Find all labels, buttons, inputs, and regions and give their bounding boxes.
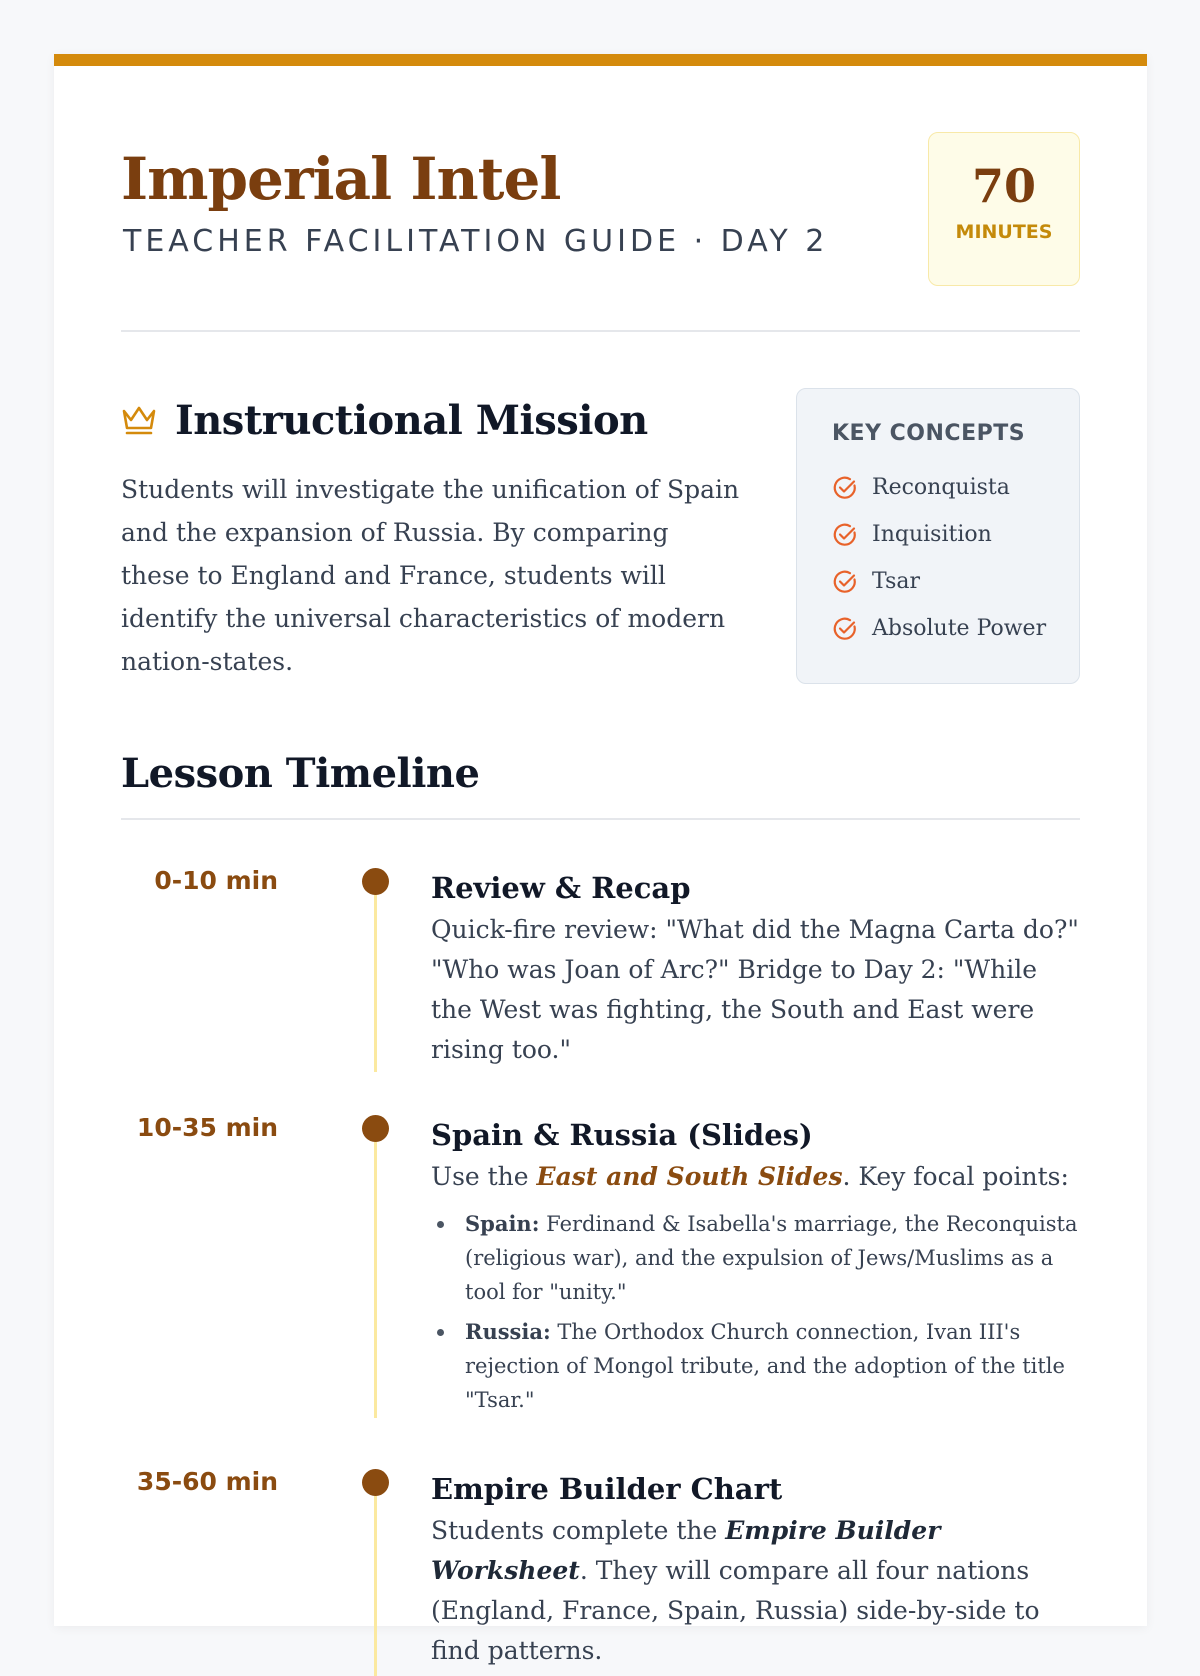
timeline-time: 10-35 min	[136, 1113, 278, 1142]
text-segment: . Key focal points:	[842, 1162, 1069, 1191]
concept-label: Inquisition	[872, 522, 992, 547]
text-segment: Use the	[431, 1162, 537, 1191]
timeline-connector	[374, 1122, 377, 1418]
timeline-heading: Review & Recap	[431, 871, 691, 905]
mission-title: Instructional Mission	[175, 396, 648, 444]
focal-points-list	[431, 1207, 1080, 1417]
concept-label: Reconquista	[872, 475, 1010, 500]
timeline-time: 0-10 min	[154, 866, 278, 895]
mission-heading	[121, 392, 741, 448]
timeline-content	[431, 864, 1080, 1070]
timeline-connector	[374, 1476, 377, 1676]
timeline-title: Lesson Timeline	[121, 750, 480, 797]
duration-label: MINUTES	[955, 221, 1053, 243]
timeline-content	[431, 1465, 1080, 1671]
list-item	[832, 511, 1079, 558]
list-item	[832, 464, 1079, 511]
bullet-label: Spain:	[465, 1211, 540, 1236]
timeline-text	[431, 1157, 1080, 1197]
concept-label: Absolute Power	[872, 616, 1047, 641]
timeline-time: 35-60 min	[136, 1467, 278, 1496]
header	[121, 132, 1080, 292]
page-subtitle: TEACHER FACILITATION GUIDE · DAY 2	[123, 224, 829, 259]
duration-badge	[928, 132, 1080, 286]
timeline-dot	[362, 868, 389, 895]
check-circle-icon	[832, 616, 858, 642]
timeline-heading: Empire Builder Chart	[431, 1472, 783, 1506]
page-title: Imperial Intel	[121, 145, 561, 213]
key-concepts-panel	[796, 388, 1080, 684]
bullet-label: Russia:	[465, 1319, 551, 1344]
list-item	[832, 558, 1079, 605]
crown-icon	[121, 404, 157, 436]
timeline-heading: Spain & Russia (Slides)	[431, 1118, 813, 1152]
list-item	[832, 605, 1079, 652]
timeline-divider	[121, 818, 1080, 820]
text-segment: . They will compare all four nations (England, France, Spain, Russia) side-by-side to find patterns.	[431, 1556, 1040, 1665]
concept-label: Tsar	[872, 569, 920, 594]
key-concepts-list	[832, 464, 1079, 652]
check-circle-icon	[832, 522, 858, 548]
bullet-text: The Orthodox Church connection, Ivan III's rejection of Mongol tribute, and the adoption of the title "Tsar."	[465, 1320, 1065, 1412]
timeline-dot	[362, 1469, 389, 1496]
list-item	[431, 1207, 1080, 1309]
key-concepts-title: KEY CONCEPTS	[832, 421, 1026, 446]
list-item	[431, 1315, 1080, 1417]
timeline-text: Quick-fire review: "What did the Magna Carta do?" "Who was Joan of Arc?" Bridge to Day 2: "While the West was fighting, the South and East were rising too."	[431, 915, 1079, 1064]
timeline-connector	[374, 876, 377, 1072]
timeline-dot	[362, 1115, 389, 1142]
check-circle-icon	[832, 475, 858, 501]
duration-value: 70	[971, 159, 1036, 213]
slides-link[interactable]: East and South Slides	[536, 1162, 843, 1191]
timeline-content	[431, 1111, 1080, 1423]
guide-card	[54, 54, 1147, 1665]
worksheet-link[interactable]: Empire Builder Worksheet	[431, 1516, 941, 1585]
mission-text: Students will investigate the unification of Spain and the expansion of Russia. By comparing these to England and France, students will identify the universal characteristics of modern nation-states.	[121, 475, 740, 676]
check-circle-icon	[832, 569, 858, 595]
timeline-text	[431, 1511, 1080, 1671]
header-divider	[121, 330, 1080, 332]
text-segment: Students complete the	[431, 1516, 726, 1545]
bullet-text: Ferdinand & Isabella's marriage, the Reconquista (religious war), and the expulsion of Jews/Muslims as a tool for "unity."	[465, 1212, 1078, 1304]
instructional-mission	[121, 392, 741, 683]
